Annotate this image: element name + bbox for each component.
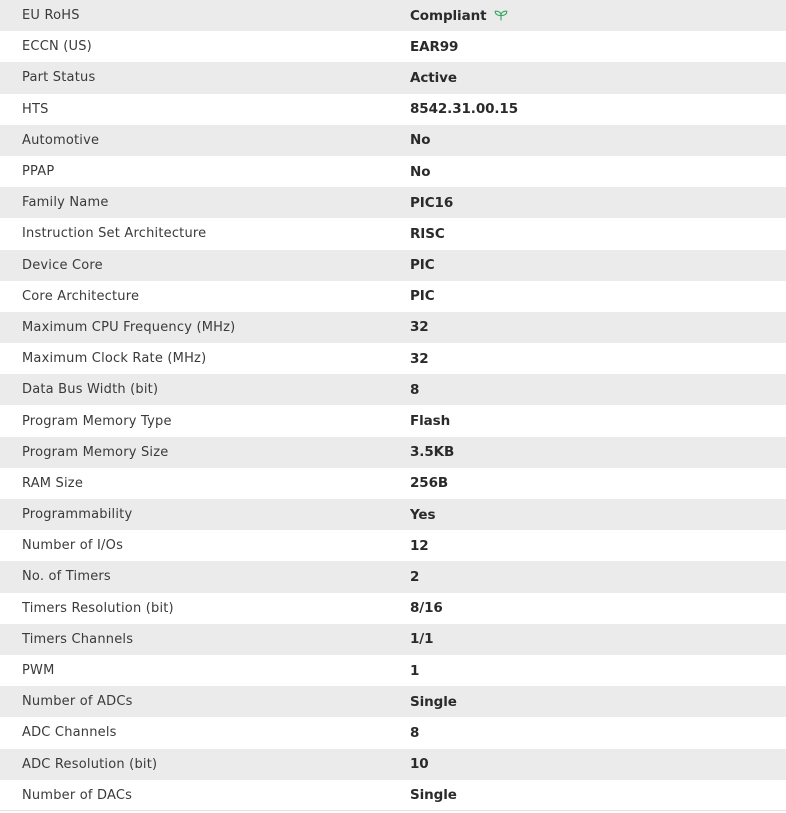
spec-value-cell [410,218,786,249]
spec-value: PIC [410,288,435,305]
spec-row [0,468,786,499]
spec-value-cell [410,312,786,343]
spec-label: Automotive [22,132,100,148]
spec-row [0,281,786,312]
spec-row [0,530,786,561]
spec-value: PIC [410,257,435,274]
spec-value-cell [410,94,786,125]
spec-value-cell [410,187,786,218]
spec-row [0,374,786,405]
spec-row [0,250,786,281]
spec-label: Program Memory Type [22,413,172,429]
spec-value: Single [410,693,457,710]
spec-value: Active [410,69,457,86]
spec-row [0,655,786,686]
spec-value: PIC16 [410,194,454,211]
spec-value: 8/16 [410,600,443,617]
spec-value: EAR99 [410,38,459,55]
spec-row [0,218,786,249]
spec-label: Core Architecture [22,288,140,304]
spec-value-cell [410,31,786,62]
spec-label: RAM Size [22,475,84,491]
spec-label: ADC Resolution (bit) [22,756,158,772]
spec-label: Device Core [22,257,103,273]
spec-row [0,717,786,748]
spec-label: ADC Channels [22,725,117,741]
spec-value-cell [410,62,786,93]
spec-value-cell [410,780,786,811]
spec-value-cell [410,686,786,717]
spec-value: 10 [410,756,429,773]
spec-row [0,156,786,187]
spec-value: 256B [410,475,449,492]
spec-row [0,62,786,93]
spec-label: No. of Timers [22,569,111,585]
spec-value-cell [410,343,786,374]
spec-row [0,343,786,374]
spec-row [0,686,786,717]
spec-value-cell [410,125,786,156]
spec-label: Instruction Set Architecture [22,226,207,242]
spec-value-cell [410,156,786,187]
spec-label: ECCN (US) [22,39,92,55]
spec-row [0,94,786,125]
spec-label: HTS [22,101,49,117]
spec-value: Compliant [410,7,487,24]
spec-row [0,749,786,780]
spec-value: No [410,163,431,180]
spec-label: Timers Channels [22,631,134,647]
spec-label: Timers Resolution (bit) [22,600,174,616]
spec-label: PWM [22,663,55,679]
spec-value-cell [410,405,786,436]
spec-value-cell [410,717,786,748]
spec-label: Number of ADCs [22,694,133,710]
spec-value: 8 [410,724,420,741]
spec-value: Single [410,787,457,804]
spec-value-cell [410,0,786,31]
spec-row [0,593,786,624]
spec-value: 12 [410,537,429,554]
spec-value: 8542.31.00.15 [410,101,519,118]
spec-value-cell [410,561,786,592]
spec-value-cell [410,593,786,624]
spec-label: Number of DACs [22,787,133,803]
spec-value: Flash [410,413,451,430]
spec-value-cell [410,468,786,499]
spec-value-cell [410,374,786,405]
spec-label: Family Name [22,195,109,211]
spec-label: PPAP [22,164,55,180]
spec-label: Number of I/Os [22,538,124,554]
spec-row [0,0,786,31]
spec-row [0,125,786,156]
spec-row [0,312,786,343]
spec-row [0,624,786,655]
spec-value-cell [410,281,786,312]
spec-value-cell [410,655,786,686]
spec-label: Maximum CPU Frequency (MHz) [22,319,236,335]
spec-value: 32 [410,319,429,336]
spec-label: Data Bus Width (bit) [22,382,159,398]
spec-value: 32 [410,350,429,367]
spec-value: No [410,132,431,149]
spec-row [0,561,786,592]
spec-row [0,187,786,218]
spec-value: 8 [410,381,420,398]
spec-value-cell [410,437,786,468]
spec-row [0,437,786,468]
spec-row [0,31,786,62]
spec-value-cell [410,499,786,530]
spec-value: 3.5KB [410,444,455,461]
spec-label: EU RoHS [22,8,80,24]
spec-value: 2 [410,568,420,585]
spec-value-cell [410,749,786,780]
spec-row [0,780,786,811]
spec-row [0,499,786,530]
spec-label: Part Status [22,70,96,86]
spec-value: Yes [410,506,436,523]
leaf-icon [494,9,508,21]
spec-value: 1 [410,662,420,679]
spec-label: Maximum Clock Rate (MHz) [22,351,207,367]
spec-value-cell [410,624,786,655]
spec-row [0,405,786,436]
spec-value: 1/1 [410,631,434,648]
spec-label: Program Memory Size [22,444,169,460]
spec-label: Programmability [22,507,133,523]
spec-value: RISC [410,225,445,242]
spec-value-cell [410,530,786,561]
spec-value-cell [410,250,786,281]
